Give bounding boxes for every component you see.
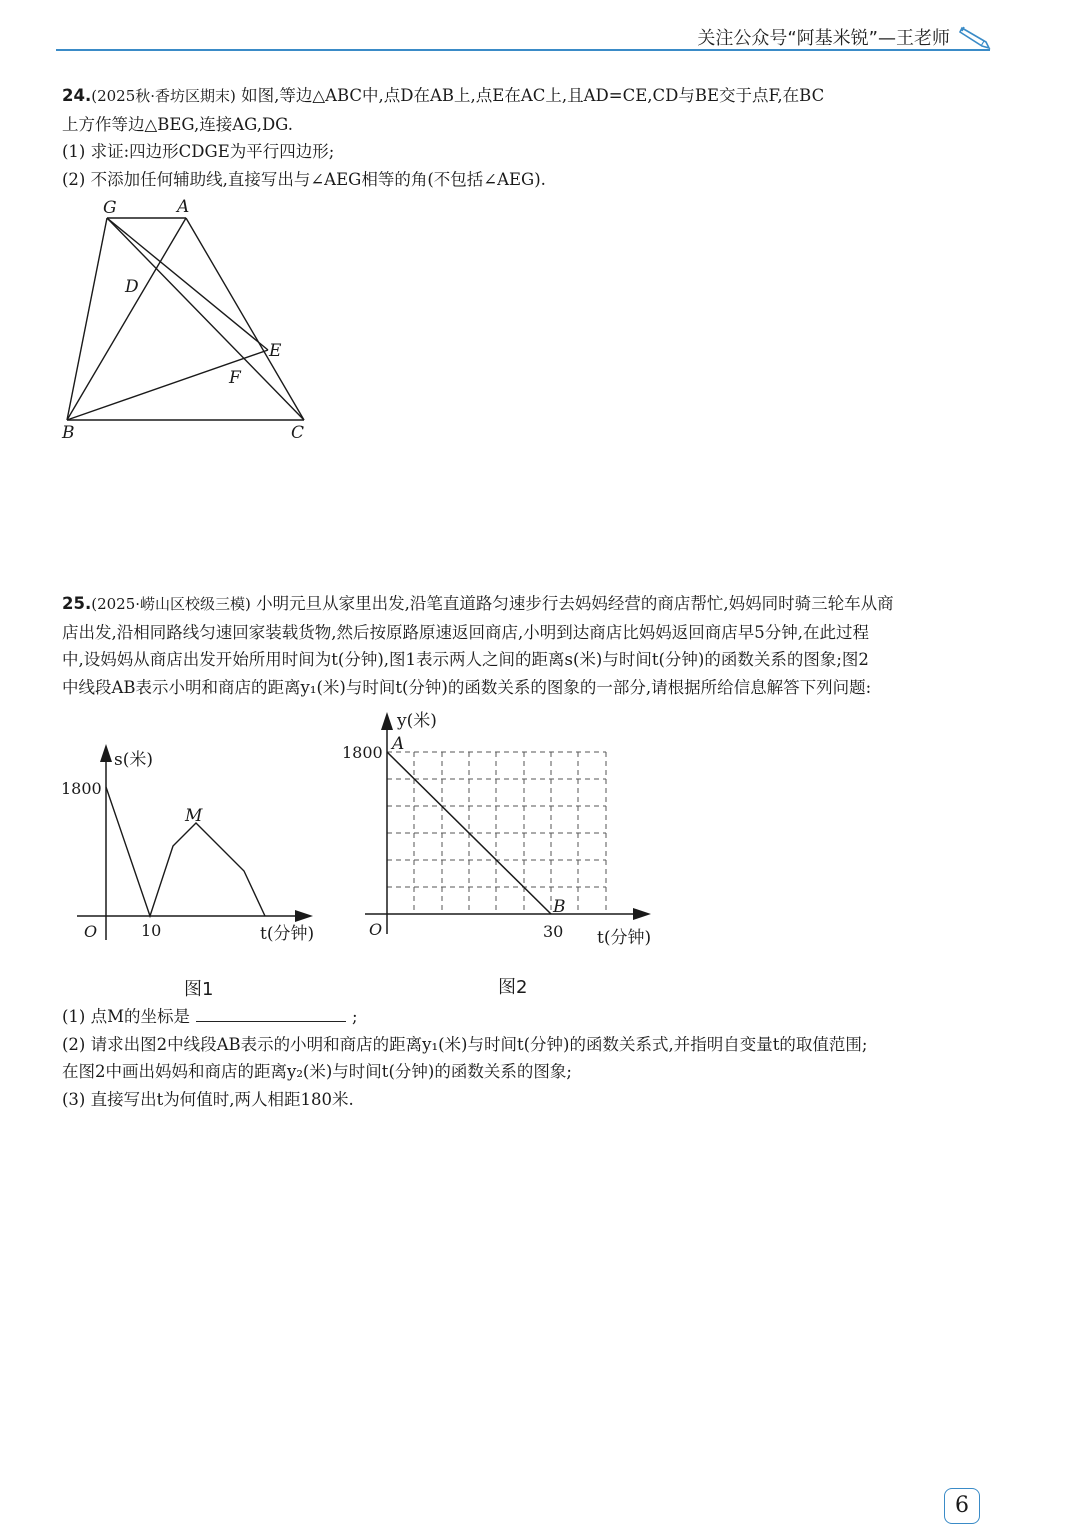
fig1-x-arrow [295, 910, 313, 922]
fig2-grid [387, 752, 606, 914]
q24-stem-line1 [62, 82, 1007, 111]
label-D: D [125, 277, 139, 297]
fig2-y-tick: 1800 [342, 743, 383, 762]
answer-blank[interactable] [196, 1005, 346, 1022]
fig1-caption: 图1 [184, 979, 214, 1000]
label-C: C [291, 423, 305, 443]
fig2-y-label: y(米) [397, 711, 437, 731]
q25-stem1: 小明元旦从家里出发,沿笔直道路匀速步行去妈妈经营的商店帮忙,妈妈同时骑三轮车从商 [256, 594, 894, 613]
fig2-x-label: t(分钟) [597, 928, 652, 948]
q25-subquestions [62, 1003, 1007, 1113]
q25-figure2 [335, 702, 680, 957]
segment-GB [67, 218, 107, 420]
q25-part3: (3) 直接写出t为何值时,两人相距180米. [62, 1089, 354, 1109]
q24-figure [55, 192, 320, 447]
fig1-y-tick: 1800 [61, 779, 102, 798]
label-B: B [62, 423, 75, 443]
segment-GC [107, 218, 304, 420]
question-25 [62, 590, 1007, 701]
header-text: 关注公众号“阿基米锐”—王老师 [697, 28, 950, 49]
label-G: G [103, 198, 117, 218]
label-F: F [229, 368, 241, 388]
q25-stem-line2: 店出发,沿相同路线匀速回家装载货物,然后按原路原速返回商店,小明到达商店比妈妈返回商店早5分钟,在此过程 [62, 622, 869, 642]
fig1-y-label: s(米) [114, 750, 153, 770]
q25-part2b: 在图2中画出妈妈和商店的距离y₂(米)与时间t(分钟)的函数关系的图象; [62, 1062, 572, 1081]
fig1-x-tick: 10 [141, 921, 162, 940]
segment-AC [186, 218, 304, 420]
fig1-y-arrow [100, 744, 112, 762]
q25-stem-line1 [62, 590, 1007, 619]
fig2-caption: 图2 [498, 977, 528, 998]
fig2-x-arrow [633, 908, 651, 920]
label-E: E [269, 341, 282, 361]
fig2-origin: O [369, 920, 383, 939]
q24-source: (2025秋·香坊区期末) [91, 87, 236, 105]
q25-stem-line4: 中线段AB表示小明和商店的距离y₁(米)与时间t(分钟)的函数关系的图象的一部分,请根据所给信息解答下列问题: [62, 677, 872, 697]
q24-stem1: 如图,等边△ABC中,点D在AB上,点E在AC上,且AD=CE,CD与BE交于点F,在BC [241, 86, 825, 105]
fig1-point-M: M [185, 806, 203, 826]
q25-part1-suffix: ; [352, 1007, 358, 1026]
q25-part1-text: (1) 点M的坐标是 [62, 1007, 191, 1026]
q25-part2a: (2) 请求出图2中线段AB表示的小明和商店的距离y₁(米)与时间t(分钟)的函数关系式,并指明自变量t的取值范围; [62, 1034, 868, 1054]
segment-AB [67, 218, 186, 420]
fig1-x-label: t(分钟) [260, 924, 315, 944]
question-24 [62, 82, 1007, 193]
q24-stem-line2: 上方作等边△BEG,连接AG,DG. [62, 114, 294, 134]
fig2-point-A: A [392, 734, 405, 754]
q24-part1: (1) 求证:四边形CDGE为平行四边形; [62, 142, 335, 161]
fig1-origin: O [84, 922, 98, 941]
pencil-icon [958, 22, 992, 50]
fig2-x-tick: 30 [543, 922, 564, 941]
q25-part1 [62, 1003, 1007, 1031]
q24-part2: (2) 不添加任何辅助线,直接写出与∠AEG相等的角(不包括∠AEG). [62, 169, 546, 189]
page-number: 6 [944, 1488, 980, 1524]
q25-stem-line3: 中,设妈妈从商店出发开始所用时间为t(分钟),图1表示两人之间的距离s(米)与时间t(分钟)的函数关系的图象;图2 [62, 650, 869, 669]
q25-source: (2025·崂山区校级三模) [91, 595, 251, 613]
header-divider [56, 49, 990, 51]
q25-number: 25. [62, 594, 92, 613]
label-A: A [177, 197, 190, 217]
fig2-y-arrow [381, 712, 393, 730]
fig2-point-B: B [553, 897, 566, 917]
q25-figure1 [55, 740, 355, 955]
q24-number: 24. [62, 86, 92, 105]
